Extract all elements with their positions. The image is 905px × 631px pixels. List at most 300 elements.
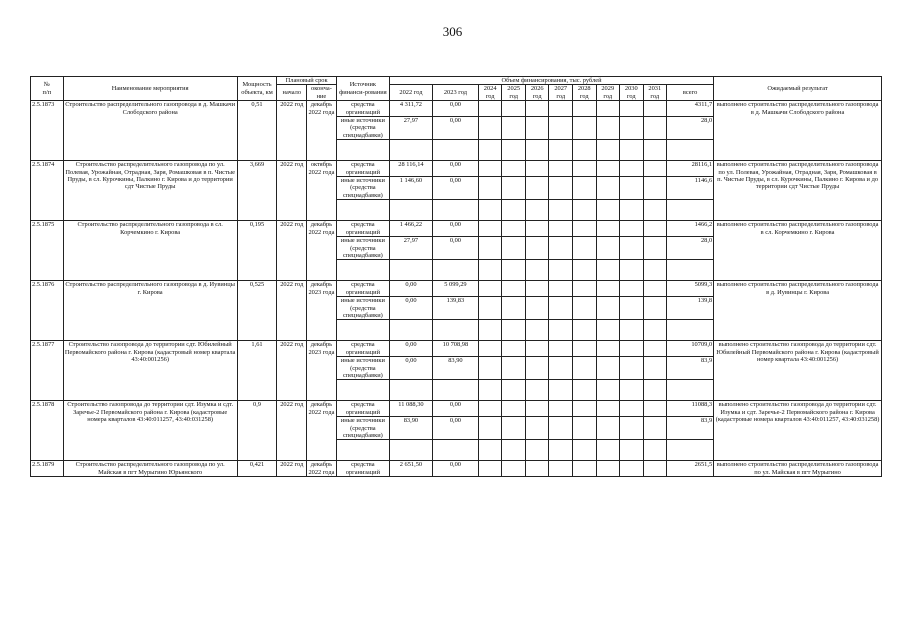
row-empty-year-cell — [643, 281, 667, 297]
row-empty-year-cell — [620, 117, 644, 140]
row-total-value: 1466,2 — [667, 221, 714, 237]
row-empty-year-cell — [502, 341, 526, 357]
row-result: выполнено строительство газопровода до территории сдт. Юбилейный Первомайского района г. Кирова (кадастровый номер квартала 43:40:001256) — [714, 341, 882, 401]
row-name: Строительство распределительного газопровода в д. Иувинцы г. Кирова — [63, 281, 237, 341]
col-term-header: Плановый срок — [277, 77, 336, 85]
row-name: Строительство распределительного газопровода по ул. Полевая, Урожайная, Отрадная, Заря, Ромашковая в п. Чистые Пруды, в сл. Курочкины, Палкино г. Кирова и до территории сдт Чистые Пруды — [63, 161, 237, 221]
row-total-value: 1146,6 — [667, 177, 714, 200]
row-empty-year-cell — [643, 237, 667, 260]
row-spacer-cell — [478, 260, 502, 281]
row-spacer-cell — [502, 440, 526, 461]
row-empty-year-cell — [620, 161, 644, 177]
row-spacer-cell — [525, 380, 549, 401]
col-result-header: Ожидаемый результат — [714, 77, 882, 101]
row-result: выполнено строительство газопровода до территории сдт. Изумка и сдт. Заречье-2 Первомайского района г. Кирова (кадастровые номера кварталов 43:40:011257, 43:40:031258) — [714, 401, 882, 461]
row-2023-value: 10 708,98 — [432, 341, 478, 357]
col-num-header: № п/п — [31, 77, 64, 101]
row-spacer-cell — [667, 140, 714, 161]
col-end-header: оконча-ние — [307, 85, 337, 101]
row-2023-value: 0,00 — [432, 221, 478, 237]
row-result: выполнено строительство распределительного газопровода в д. Машкачи Слободского района — [714, 101, 882, 161]
row-empty-year-cell — [572, 177, 596, 200]
row-spacer-cell — [432, 260, 478, 281]
row-2023-value: 0,00 — [432, 461, 478, 477]
row-empty-year-cell — [478, 177, 502, 200]
row-empty-year-cell — [502, 117, 526, 140]
row-empty-year-cell — [525, 401, 549, 417]
row-empty-year-cell — [478, 281, 502, 297]
row-spacer-cell — [389, 440, 432, 461]
row-spacer-cell — [502, 260, 526, 281]
row-empty-year-cell — [549, 357, 573, 380]
row-spacer-cell — [549, 320, 573, 341]
row-empty-year-cell — [502, 417, 526, 440]
row-2022-value: 4 311,72 — [389, 101, 432, 117]
row-spacer-cell — [336, 320, 389, 341]
row-total-value: 139,8 — [667, 297, 714, 320]
row-spacer-cell — [643, 200, 667, 221]
row-empty-year-cell — [478, 357, 502, 380]
row-empty-year-cell — [596, 237, 620, 260]
row-source: иные источники (средства спецнадбавки) — [336, 357, 389, 380]
row-empty-year-cell — [549, 417, 573, 440]
row-empty-year-cell — [596, 161, 620, 177]
row-2022-value: 28 116,14 — [389, 161, 432, 177]
row-spacer-cell — [667, 200, 714, 221]
row-empty-year-cell — [643, 117, 667, 140]
row-total-value: 4311,7 — [667, 101, 714, 117]
row-spacer-cell — [432, 140, 478, 161]
row-capacity: 0,51 — [237, 101, 277, 161]
row-empty-year-cell — [572, 221, 596, 237]
row-2023-value: 0,00 — [432, 237, 478, 260]
row-empty-year-cell — [478, 101, 502, 117]
col-2025-header: 2025 год — [502, 85, 526, 101]
row-empty-year-cell — [620, 101, 644, 117]
row-empty-year-cell — [620, 341, 644, 357]
row-empty-year-cell — [525, 461, 549, 477]
row-spacer-cell — [667, 440, 714, 461]
row-empty-year-cell — [643, 417, 667, 440]
row-source: средства организаций — [336, 401, 389, 417]
row-empty-year-cell — [596, 117, 620, 140]
col-2023-header: 2023 год — [432, 85, 478, 101]
row-empty-year-cell — [643, 401, 667, 417]
row-spacer-cell — [478, 380, 502, 401]
row-empty-year-cell — [502, 221, 526, 237]
row-spacer-cell — [389, 140, 432, 161]
col-total-header: всего — [667, 85, 714, 101]
row-empty-year-cell — [549, 221, 573, 237]
row-spacer-cell — [478, 200, 502, 221]
row-source: иные источники (средства спецнадбавки) — [336, 237, 389, 260]
row-empty-year-cell — [502, 281, 526, 297]
row-spacer-cell — [572, 380, 596, 401]
row-spacer-cell — [389, 200, 432, 221]
row-source: иные источники (средства спецнадбавки) — [336, 297, 389, 320]
row-2022-value: 27,97 — [389, 117, 432, 140]
row-2023-value: 0,00 — [432, 177, 478, 200]
row-spacer-cell — [549, 380, 573, 401]
row-2022-value: 83,90 — [389, 417, 432, 440]
row-spacer-cell — [549, 440, 573, 461]
row-spacer-cell — [525, 320, 549, 341]
col-start-header: начало — [277, 85, 307, 101]
col-2031-header: 2031 год — [643, 85, 667, 101]
row-empty-year-cell — [502, 401, 526, 417]
row-empty-year-cell — [572, 341, 596, 357]
row-spacer-cell — [643, 260, 667, 281]
row-total-value: 83,9 — [667, 417, 714, 440]
row-2023-value: 0,00 — [432, 101, 478, 117]
funding-table — [30, 76, 882, 477]
row-empty-year-cell — [502, 177, 526, 200]
row-empty-year-cell — [549, 161, 573, 177]
col-2022-header: 2022 год — [389, 85, 432, 101]
row-spacer-cell — [572, 200, 596, 221]
row-capacity: 0,9 — [237, 401, 277, 461]
row-total-value: 28,0 — [667, 237, 714, 260]
row-2022-value: 2 651,50 — [389, 461, 432, 477]
row-spacer-cell — [502, 320, 526, 341]
row-empty-year-cell — [478, 401, 502, 417]
row-spacer-cell — [596, 440, 620, 461]
col-2024-header: 2024 год — [478, 85, 502, 101]
row-spacer-cell — [596, 200, 620, 221]
row-2022-value: 0,00 — [389, 357, 432, 380]
row-start: 2022 год — [277, 401, 307, 461]
col-source-header: Источник финанси-рования — [336, 77, 389, 101]
col-capacity-header: Мощность объекта, км — [237, 77, 277, 101]
row-start: 2022 год — [277, 221, 307, 281]
row-source: средства организаций — [336, 221, 389, 237]
col-name-header: Наименование мероприятия — [63, 77, 237, 101]
row-empty-year-cell — [643, 461, 667, 477]
row-empty-year-cell — [549, 297, 573, 320]
row-source: иные источники (средства спецнадбавки) — [336, 417, 389, 440]
row-empty-year-cell — [572, 401, 596, 417]
row-spacer-cell — [572, 440, 596, 461]
row-empty-year-cell — [525, 237, 549, 260]
row-empty-year-cell — [549, 117, 573, 140]
row-spacer-cell — [432, 380, 478, 401]
row-empty-year-cell — [572, 101, 596, 117]
row-spacer-cell — [549, 260, 573, 281]
row-spacer-cell — [667, 380, 714, 401]
row-spacer-cell — [596, 380, 620, 401]
row-empty-year-cell — [572, 117, 596, 140]
row-spacer-cell — [478, 320, 502, 341]
row-spacer-cell — [525, 140, 549, 161]
row-empty-year-cell — [596, 417, 620, 440]
row-spacer-cell — [432, 320, 478, 341]
row-spacer-cell — [596, 260, 620, 281]
row-empty-year-cell — [478, 341, 502, 357]
row-spacer-cell — [525, 260, 549, 281]
row-start: 2022 год — [277, 461, 307, 477]
row-name: Строительство газопровода до территории сдт. Юбилейный Первомайского района г. Кирова (кадастровый номер квартала 43:40:001256) — [63, 341, 237, 401]
row-spacer-cell — [478, 140, 502, 161]
table-row — [31, 101, 882, 117]
row-source: средства организаций — [336, 101, 389, 117]
row-spacer-cell — [389, 260, 432, 281]
row-spacer-cell — [549, 200, 573, 221]
row-spacer-cell — [432, 440, 478, 461]
row-spacer-cell — [572, 260, 596, 281]
row-2023-value: 5 099,29 — [432, 281, 478, 297]
row-spacer-cell — [620, 320, 644, 341]
page-number: 306 — [442, 24, 463, 39]
row-empty-year-cell — [502, 297, 526, 320]
row-total-value: 10709,0 — [667, 341, 714, 357]
row-spacer-cell — [549, 140, 573, 161]
row-number: 2.5.1879 — [31, 461, 64, 477]
row-empty-year-cell — [502, 161, 526, 177]
row-end: декабрь 2022 года — [307, 401, 337, 461]
row-empty-year-cell — [572, 417, 596, 440]
row-spacer-cell — [596, 140, 620, 161]
row-2023-value: 0,00 — [432, 161, 478, 177]
row-empty-year-cell — [572, 461, 596, 477]
col-2030-header: 2030 год — [620, 85, 644, 101]
row-end: декабрь 2022 года — [307, 221, 337, 281]
row-spacer-cell — [389, 320, 432, 341]
row-number: 2.5.1875 — [31, 221, 64, 281]
row-spacer-cell — [596, 320, 620, 341]
row-empty-year-cell — [643, 161, 667, 177]
row-empty-year-cell — [478, 117, 502, 140]
row-spacer-cell — [620, 380, 644, 401]
row-empty-year-cell — [525, 117, 549, 140]
row-capacity: 0,525 — [237, 281, 277, 341]
row-empty-year-cell — [643, 297, 667, 320]
row-empty-year-cell — [596, 101, 620, 117]
row-spacer-cell — [336, 200, 389, 221]
row-empty-year-cell — [572, 237, 596, 260]
row-spacer-cell — [620, 440, 644, 461]
row-empty-year-cell — [502, 237, 526, 260]
row-source: иные источники (средства спецнадбавки) — [336, 177, 389, 200]
row-end: декабрь 2023 года — [307, 281, 337, 341]
row-empty-year-cell — [525, 177, 549, 200]
table-row — [31, 401, 882, 417]
row-2022-value: 11 088,30 — [389, 401, 432, 417]
row-empty-year-cell — [478, 297, 502, 320]
row-2023-value: 139,83 — [432, 297, 478, 320]
row-total-value: 83,9 — [667, 357, 714, 380]
row-name: Строительство распределительного газопровода в д. Машкачи Слободского района — [63, 101, 237, 161]
row-empty-year-cell — [643, 357, 667, 380]
row-2022-value: 0,00 — [389, 341, 432, 357]
row-start: 2022 год — [277, 341, 307, 401]
row-empty-year-cell — [572, 161, 596, 177]
row-source: средства организаций — [336, 281, 389, 297]
row-spacer-cell — [502, 380, 526, 401]
col-2027-header: 2027 год — [549, 85, 573, 101]
table-row — [31, 461, 882, 477]
row-empty-year-cell — [525, 341, 549, 357]
row-end: октябрь 2022 года — [307, 161, 337, 221]
row-end: декабрь 2022 года — [307, 101, 337, 161]
row-empty-year-cell — [549, 177, 573, 200]
row-number: 2.5.1878 — [31, 401, 64, 461]
row-total-value: 11088,3 — [667, 401, 714, 417]
row-empty-year-cell — [620, 237, 644, 260]
row-spacer-cell — [643, 380, 667, 401]
table-header — [31, 77, 882, 101]
row-empty-year-cell — [549, 341, 573, 357]
row-empty-year-cell — [525, 417, 549, 440]
row-end: декабрь 2023 года — [307, 341, 337, 401]
row-empty-year-cell — [596, 281, 620, 297]
row-empty-year-cell — [620, 177, 644, 200]
row-empty-year-cell — [549, 401, 573, 417]
row-2022-value: 0,00 — [389, 297, 432, 320]
row-total-value: 28116,1 — [667, 161, 714, 177]
row-2023-value: 0,00 — [432, 401, 478, 417]
row-spacer-cell — [389, 380, 432, 401]
row-empty-year-cell — [620, 221, 644, 237]
row-empty-year-cell — [549, 461, 573, 477]
row-empty-year-cell — [478, 221, 502, 237]
row-2022-value: 27,97 — [389, 237, 432, 260]
row-empty-year-cell — [620, 461, 644, 477]
row-spacer-cell — [620, 200, 644, 221]
row-empty-year-cell — [478, 161, 502, 177]
col-2028-header: 2028 год — [572, 85, 596, 101]
row-spacer-cell — [572, 320, 596, 341]
row-empty-year-cell — [525, 101, 549, 117]
row-capacity: 0,195 — [237, 221, 277, 281]
table-row — [31, 161, 882, 177]
row-spacer-cell — [502, 200, 526, 221]
row-capacity: 0,421 — [237, 461, 277, 477]
row-spacer-cell — [643, 440, 667, 461]
row-empty-year-cell — [596, 401, 620, 417]
row-name: Строительство распределительного газопровода по ул. Майская в пгт Мурыгино Юрьянского — [63, 461, 237, 477]
row-empty-year-cell — [502, 461, 526, 477]
row-start: 2022 год — [277, 281, 307, 341]
row-empty-year-cell — [572, 297, 596, 320]
row-2023-value: 0,00 — [432, 417, 478, 440]
row-start: 2022 год — [277, 101, 307, 161]
table-row — [31, 281, 882, 297]
row-empty-year-cell — [643, 221, 667, 237]
col-2026-header: 2026 год — [525, 85, 549, 101]
row-empty-year-cell — [549, 237, 573, 260]
row-result: выполнено строительство распределительного газопровода в сл. Корчемкино г. Кирова — [714, 221, 882, 281]
row-empty-year-cell — [572, 357, 596, 380]
row-empty-year-cell — [525, 357, 549, 380]
row-spacer-cell — [336, 380, 389, 401]
row-2023-value: 0,00 — [432, 117, 478, 140]
row-empty-year-cell — [478, 237, 502, 260]
row-spacer-cell — [432, 200, 478, 221]
row-empty-year-cell — [525, 281, 549, 297]
row-empty-year-cell — [596, 357, 620, 380]
row-spacer-cell — [572, 140, 596, 161]
row-empty-year-cell — [596, 221, 620, 237]
row-empty-year-cell — [572, 281, 596, 297]
row-2022-value: 1 146,60 — [389, 177, 432, 200]
row-source: средства организаций — [336, 341, 389, 357]
table-row — [31, 221, 882, 237]
row-empty-year-cell — [643, 177, 667, 200]
row-result: выполнено строительство распределительного газопровода по ул. Полевая, Урожайная, Отрадная, Заря, Ромашковая в п. Чистые Пруды, в сл. Курочкины, Палкино г. Кирова и до территории сдт Чистые Пруды — [714, 161, 882, 221]
row-source: средства организаций — [336, 161, 389, 177]
row-source: средства организаций — [336, 461, 389, 477]
row-empty-year-cell — [596, 341, 620, 357]
row-empty-year-cell — [596, 297, 620, 320]
row-empty-year-cell — [620, 357, 644, 380]
col-2029-header: 2029 год — [596, 85, 620, 101]
row-number: 2.5.1874 — [31, 161, 64, 221]
row-source: иные источники (средства спецнадбавки) — [336, 117, 389, 140]
row-empty-year-cell — [549, 101, 573, 117]
row-result: выполнено строительство распределительного газопровода по ул. Майская в пгт Мурыгино — [714, 461, 882, 477]
col-funding-header: Объем финансирования, тыс. рублей — [389, 77, 713, 85]
row-empty-year-cell — [478, 417, 502, 440]
row-spacer-cell — [336, 140, 389, 161]
row-empty-year-cell — [478, 461, 502, 477]
row-spacer-cell — [478, 440, 502, 461]
row-empty-year-cell — [549, 281, 573, 297]
row-spacer-cell — [502, 140, 526, 161]
row-empty-year-cell — [502, 357, 526, 380]
row-result: выполнено строительство распределительного газопровода в д. Иувинцы г. Кирова — [714, 281, 882, 341]
row-number: 2.5.1873 — [31, 101, 64, 161]
row-empty-year-cell — [643, 101, 667, 117]
row-name: Строительство распределительного газопровода в сл. Корчемкино г. Кирова — [63, 221, 237, 281]
row-empty-year-cell — [525, 221, 549, 237]
row-2022-value: 1 466,22 — [389, 221, 432, 237]
row-total-value: 2651,5 — [667, 461, 714, 477]
row-empty-year-cell — [620, 417, 644, 440]
row-spacer-cell — [620, 140, 644, 161]
row-total-value: 5099,3 — [667, 281, 714, 297]
row-spacer-cell — [643, 320, 667, 341]
row-total-value: 28,0 — [667, 117, 714, 140]
row-spacer-cell — [336, 260, 389, 281]
row-empty-year-cell — [620, 297, 644, 320]
row-empty-year-cell — [525, 297, 549, 320]
row-spacer-cell — [667, 320, 714, 341]
row-spacer-cell — [620, 260, 644, 281]
row-spacer-cell — [643, 140, 667, 161]
row-spacer-cell — [336, 440, 389, 461]
row-empty-year-cell — [525, 161, 549, 177]
row-2022-value: 0,00 — [389, 281, 432, 297]
row-number: 2.5.1876 — [31, 281, 64, 341]
row-spacer-cell — [525, 200, 549, 221]
row-empty-year-cell — [620, 401, 644, 417]
row-empty-year-cell — [620, 281, 644, 297]
table-body — [31, 101, 882, 477]
table-row — [31, 341, 882, 357]
row-capacity: 1,61 — [237, 341, 277, 401]
row-empty-year-cell — [502, 101, 526, 117]
row-spacer-cell — [525, 440, 549, 461]
row-start: 2022 год — [277, 161, 307, 221]
funding-table-container — [30, 76, 882, 565]
row-empty-year-cell — [596, 177, 620, 200]
row-number: 2.5.1877 — [31, 341, 64, 401]
row-empty-year-cell — [643, 341, 667, 357]
row-capacity: 3,669 — [237, 161, 277, 221]
row-spacer-cell — [667, 260, 714, 281]
row-2023-value: 83,90 — [432, 357, 478, 380]
row-end: декабрь 2022 года — [308, 461, 335, 476]
